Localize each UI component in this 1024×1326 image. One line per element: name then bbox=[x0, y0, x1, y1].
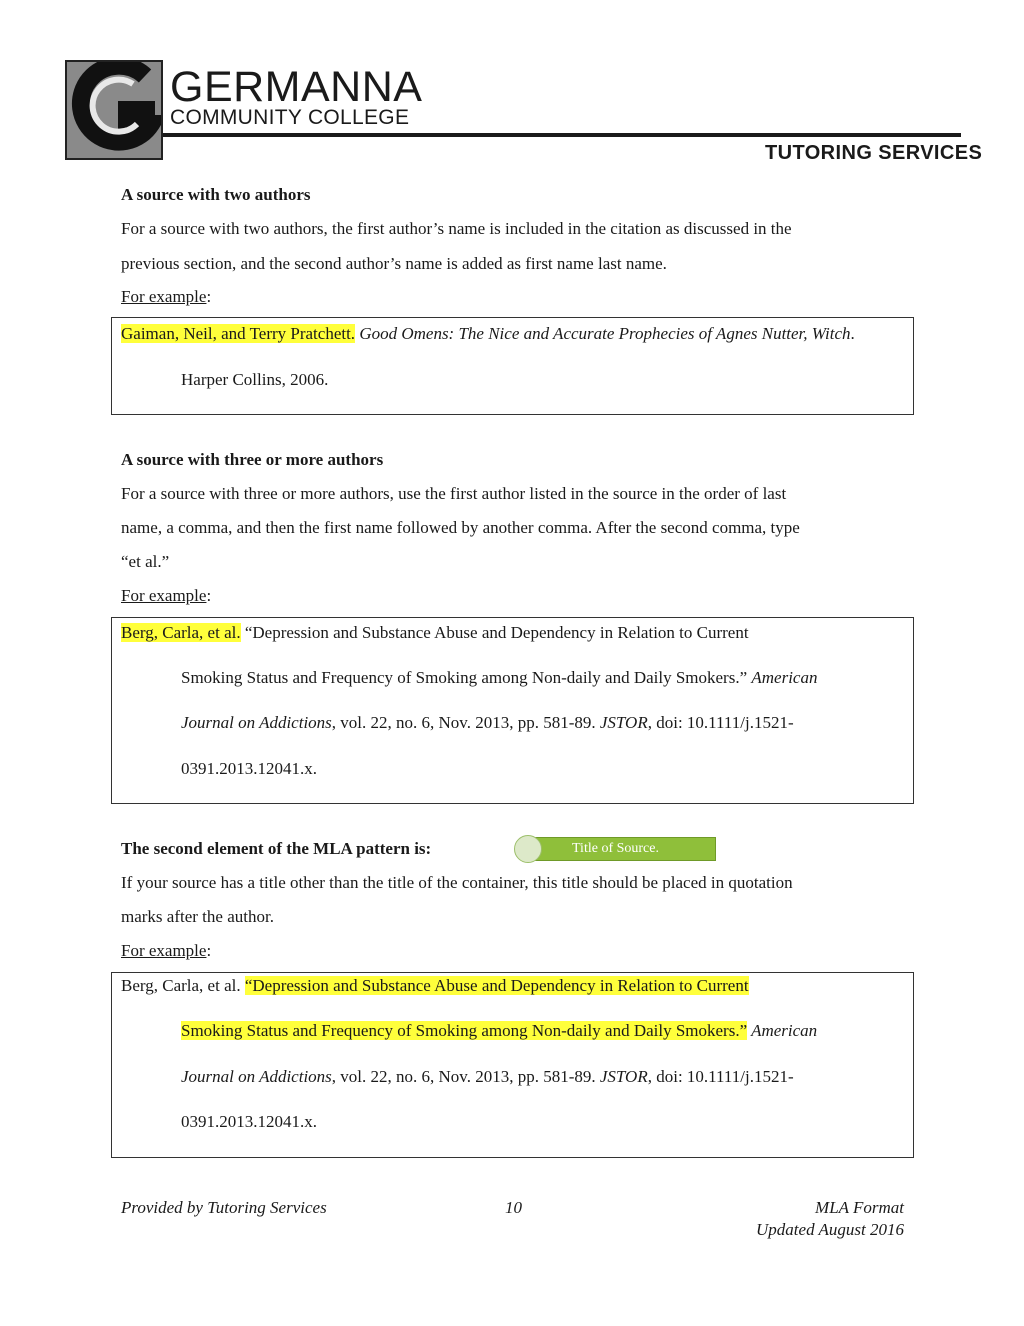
citation-line-1 bbox=[121, 324, 855, 344]
database-name: JSTOR bbox=[599, 713, 648, 732]
example-label-colon: : bbox=[206, 941, 212, 960]
citation-title-end: Smoking Status and Frequency of Smoking among Non-daily and Daily Smokers.” bbox=[181, 668, 752, 687]
database-name: JSTOR bbox=[599, 1067, 648, 1086]
doi-start: , doi: 10.1111/j.1521- bbox=[647, 1067, 794, 1086]
header-rule bbox=[163, 133, 961, 137]
citation-author: Berg, Carla, et al. bbox=[121, 976, 245, 995]
example-label-colon: : bbox=[206, 287, 212, 306]
heading-second-element: The second element of the MLA pattern is: bbox=[121, 839, 432, 858]
heading-two-authors: A source with two authors bbox=[121, 185, 311, 204]
citation-box-two-authors bbox=[111, 317, 914, 415]
heading-three-authors: A source with three or more authors bbox=[121, 450, 384, 469]
citation-line-3 bbox=[181, 1067, 794, 1087]
citation-line-2 bbox=[181, 1021, 817, 1041]
footer-right-2: Updated August 2016 bbox=[756, 1220, 904, 1239]
example-label-text: For example bbox=[121, 287, 207, 306]
publication-details: , vol. 22, no. 6, Nov. 2013, pp. 581-89. bbox=[331, 713, 600, 732]
body-three-authors-3: “et al.” bbox=[121, 552, 170, 571]
highlighted-title-start: “Depression and Substance Abuse and Dependency in Relation to Current bbox=[244, 976, 749, 995]
logo-subtitle: COMMUNITY COLLEGE bbox=[170, 106, 410, 129]
citation-box-three-authors bbox=[111, 617, 914, 804]
citation-title: Good Omens: The Nice and Accurate Prophecies of Agnes Nutter, Witch bbox=[359, 324, 851, 343]
example-label-colon: : bbox=[206, 586, 212, 605]
citation-title-end: . bbox=[850, 324, 855, 343]
department-label: TUTORING SERVICES bbox=[765, 142, 983, 164]
logo-title: GERMANNA bbox=[170, 63, 423, 111]
body-two-authors-2: previous section, and the second author’s name is added as first name last name. bbox=[121, 254, 667, 273]
citation-line-2 bbox=[181, 668, 817, 688]
highlighted-author: Gaiman, Neil, and Terry Pratchett. bbox=[121, 324, 356, 343]
container-title-start: American bbox=[747, 1021, 818, 1040]
citation-line-4: 0391.2013.12041.x. bbox=[181, 1112, 317, 1131]
g-logo-icon bbox=[67, 62, 163, 158]
citation-box-second-element bbox=[111, 972, 914, 1158]
container-title-end: Journal on Addictions bbox=[181, 713, 332, 732]
example-label-2 bbox=[121, 586, 211, 606]
college-logo-mark bbox=[65, 60, 163, 160]
doi-start: , doi: 10.1111/j.1521- bbox=[647, 713, 794, 732]
title-of-source-tab bbox=[514, 835, 716, 863]
example-label-text: For example bbox=[121, 586, 207, 605]
footer-left: Provided by Tutoring Services bbox=[121, 1198, 327, 1217]
highlighted-title-end: Smoking Status and Frequency of Smoking among Non-daily and Daily Smokers.” bbox=[181, 1021, 748, 1040]
publication-details: , vol. 22, no. 6, Nov. 2013, pp. 581-89. bbox=[331, 1067, 600, 1086]
body-three-authors-2: name, a comma, and then the first name followed by another comma. After the second comma, type bbox=[121, 518, 800, 537]
citation-line-2: Harper Collins, 2006. bbox=[181, 370, 329, 389]
body-three-authors-1: For a source with three or more authors, use the first author listed in the source in the order of last bbox=[121, 484, 787, 503]
citation-line-3 bbox=[181, 713, 794, 733]
tab-circle-icon bbox=[514, 835, 542, 863]
footer-right-1: MLA Format bbox=[815, 1198, 904, 1217]
container-title-start: American bbox=[751, 668, 818, 687]
citation-line-1 bbox=[121, 623, 749, 643]
body-two-authors-1: For a source with two authors, the first author’s name is included in the citation as discussed in the bbox=[121, 219, 792, 238]
example-label-1 bbox=[121, 287, 211, 307]
page-number: 10 bbox=[505, 1198, 522, 1217]
highlighted-author: Berg, Carla, et al. bbox=[121, 623, 241, 642]
container-title-end: Journal on Addictions bbox=[181, 1067, 332, 1086]
body-second-element-1: If your source has a title other than the title of the container, this title should be placed in quotation bbox=[121, 873, 793, 892]
example-label-text: For example bbox=[121, 941, 207, 960]
example-label-3 bbox=[121, 941, 211, 961]
tab-label: Title of Source. bbox=[572, 841, 659, 856]
citation-line-1 bbox=[121, 976, 749, 996]
body-second-element-2: marks after the author. bbox=[121, 907, 274, 926]
citation-title-start: “Depression and Substance Abuse and Dependency in Relation to Current bbox=[240, 623, 749, 642]
citation-line-4: 0391.2013.12041.x. bbox=[181, 759, 317, 778]
